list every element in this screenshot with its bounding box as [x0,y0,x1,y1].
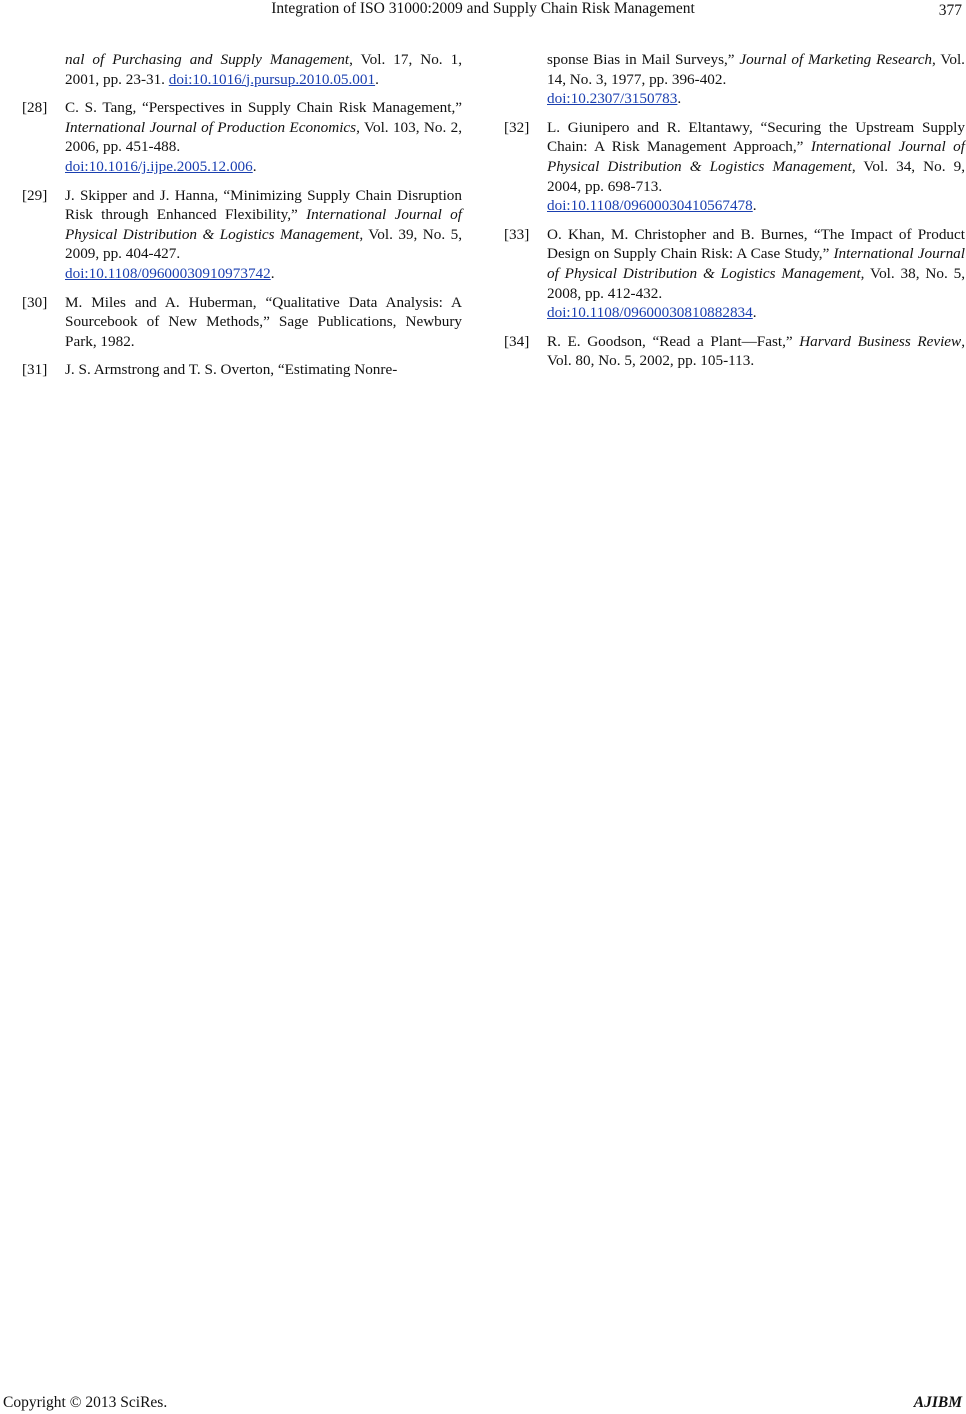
reference-31-continued: sponse Bias in Mail Surveys,” Journal of Marketing Research, Vol. 14, No. 3, 1977, pp. 396-402. doi:10.2307/3150783. [547,51,965,108]
journal-name: Harvard Business Review [799,332,962,350]
journal-name: International Journal of Physical Distribution & Logistics Management [65,206,462,243]
reference-details: , Vol. 39, No. 5, 2009, pp. 404-427. [65,225,463,263]
page-header [0,0,966,28]
reference-31 [22,360,462,380]
reference-details: , Vol. 103, No. 2, 2006, pp. 451-488. [65,118,462,156]
doi-link[interactable]: doi:10.1108/09600030810882834 [547,304,753,322]
reference-authors-title: C. S. Tang, “Perspectives in Supply Chain Risk Management,” [65,99,462,117]
left-column [22,50,462,389]
reference-number: [33] [504,225,530,243]
reference-27-continued: nal of Purchasing and Supply Management, Vol. 17, No. 1, 2001, pp. 23-31. doi:10.1016/j.pursup.2010.05.001. [65,51,462,88]
doi-link[interactable]: doi:10.1016/j.ijpe.2005.12.006 [65,157,253,175]
journal-name: nal of Purchasing and Supply Management [65,51,350,68]
reference-authors-title: J. Skipper and J. Hanna, “Minimizing Supply Chain Disruption Risk through Enhanced Flexibility,” [65,186,462,224]
doi-link[interactable]: doi:10.1108/09600030910973742 [65,264,271,282]
reference-details: , Vol. 38, No. 5, 2008, pp. 412-432. [547,264,966,302]
doi-link[interactable]: doi:10.1016/j.pursup.2010.05.001 [168,70,376,88]
reference-authors-title: L. Giunipero and R. Eltantawy, “Securing the Upstream Supply Chain: A Risk Management Approach,” [547,118,965,156]
reference-details: , Vol. 34, No. 9, 2004, pp. 698-713. [547,157,966,195]
reference-authors-title: O. Khan, M. Christopher and B. Burnes, “The Impact of Product Design on Supply Chain Risk: A Case Study,” [547,225,965,263]
reference-authors-title: R. E. Goodson, “Read a Plant—Fast,” [547,332,800,350]
reference-28: [28] C. S. Tang, “Perspectives in Supply Chain Risk Management,” International Journal of Production Economics, Vol. 103, No. 2, 2006, pp. 451-488. doi:10.1016/j.ijpe.2005.12.006. [22,99,462,175]
reference-number: [29] [22,186,48,204]
running-title: Integration of ISO 31000:2009 and Supply Chain Risk Management [271,0,695,17]
page-number: 377 [938,2,962,19]
copyright-notice: Copyright © 2013 SciRes. [3,1394,168,1411]
reference-details: , Vol. 14, No. 3, 1977, pp. 396-402. [547,51,965,88]
reference-number: [28] [22,99,48,117]
reference-number: [30] [22,293,48,311]
reference-text: J. S. Armstrong and T. S. Overton, “Estimating Nonre- [65,361,398,379]
doi-link[interactable]: doi:10.1108/09600030410567478 [547,197,753,215]
reference-details: , Vol. 17, No. 1, 2001, pp. 23-31. [65,51,462,88]
journal-name: International Journal of Production Economics [65,118,357,136]
journal-name: International Journal of Physical Distribution & Logistics Management [547,245,965,282]
reference-34 [504,332,965,371]
reference-33: [33] O. Khan, M. Christopher and B. Burnes, “The Impact of Product Design on Supply Chain Risk: A Case Study,” International Journal of Physical Distribution & Logistics Management, Vol. 38, No. 5, 2008, pp. 412-432. doi:10.1108/09600030810882834. [504,225,966,322]
reference-text: sponse Bias in Mail Surveys,” [547,51,740,68]
doi-link[interactable]: doi:10.2307/3150783 [547,90,678,108]
journal-name: International Journal of Physical Distribution & Logistics Management [547,138,965,175]
reference-32: [32] L. Giunipero and R. Eltantawy, “Securing the Upstream Supply Chain: A Risk Management Approach,” International Journal of Physical Distribution & Logistics Management, Vol. 34, No. 9, 2004, pp. 698-713. doi:10.1108/09600030410567478. [504,118,966,215]
reference-number: [31] [22,361,48,379]
reference-30 [22,293,462,352]
journal-name: Journal of Marketing Research [739,51,933,68]
reference-29: [29] J. Skipper and J. Hanna, “Minimizing Supply Chain Disruption Risk through Enhanced Flexibility,” International Journal of Physical Distribution & Logistics Management, Vol. 39, No. 5, 2009, pp. 404-427. doi:10.1108/09600030910973742. [22,186,463,282]
reference-text: M. Miles and A. Huberman, “Qualitative Data Analysis: A Sourcebook of New Methods,” Sage Publications, Newbury Park, 1982. [65,293,462,350]
right-column [504,50,965,380]
reference-number: [32] [504,118,530,136]
reference-details: , Vol. 80, No. 5, 2002, pp. 105-113. [547,332,965,370]
reference-number: [34] [504,332,530,350]
journal-abbreviation: AJIBM [913,1394,962,1411]
